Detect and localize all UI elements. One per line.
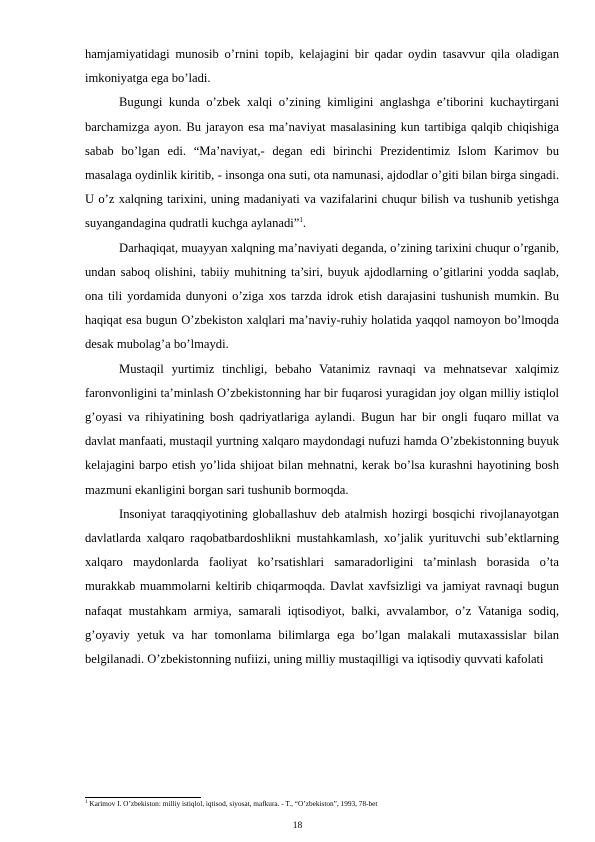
footnote-separator [85,797,201,798]
paragraph-karimov-quote: Bugungi kunda o’zbek xalqi o’zining kimligini anglashga e’tiborini kuchaytirgani barchamizga ayon. Bu jarayon esa ma’naviyat masalasining kun tartibiga qalqib chiqishiga sabab bo’lgan edi. “Ma’naviyat,- degan edi birinchi Prezidentimiz Islom Karimov bu masalaga oydinlik kiritib, - insonga ona suti, ota namunasi, ajdodlar o’giti bilan birga singadi. U o’z xalqning tarixini, uning madaniyati va vazifalarini chuqur bilish va tushunib yetishga suyangandagina qudratli kuchga aylanadi”$^1$. [85,95,559,231]
document-body [85,42,559,671]
page-number: 18 [292,821,303,831]
footnote-mark: 1 [85,800,88,805]
paragraph-continuation: hamjamiyatidagi munosib o’rnini topib, kelajagini bir qadar oydin tasavvur qila oladigan imkoniyatga ega bo’ladi. [85,47,559,86]
footnote-reference[interactable]: 1 [299,216,303,225]
footnote-text: Karimov I. O’zbekiston: milliy istiqlol, iqtisod, siyosat, mafkura. - T., “O’zbekiston”, 1993, 78-bet [89,799,378,808]
paragraph-darhaqiqat: Darhaqiqat, muayyan xalqning ma’naviyati deganda, o’zining tarixini chuqur o’rganib, undan saboq olishini, tabiiy muhitning ta’siri, buyuk ajdodlarning o’gitlarini yodda saqlab, ona tili yordamida dunyoni o’ziga xos tarzda idrok etish darajasini tushunish mumkin. Bu haqiqat esa bugun O’zbekiston xalqlari ma’naviy-ruhiy holatida yaqqol namoyon bo’lmoqda desak mubolag’a bo’lmaydi. [85,240,559,352]
paragraph-mustaqil: Mustaqil yurtimiz tinchligi, bebaho Vatanimiz ravnaqi va mehnatsevar xalqimiz faronvonligini ta’minlash O’zbekistonning har bir fuqarosi yuragidan joy olgan milliy istiqlol g’oyasi va rihiyatining bosh qadriyatlariga aylandi. Bugun har bir ongli fuqaro millat va davlat manfaati, mustaqil yurtning xalqaro maydondagi nufuzi hamda O’zbekistonning buyuk kelajagini barpo etish yo’lida shijoat bilan mehnatni, kerak bo’lsa kurashni hayotining bosh mazmuni ekanligini borgan sari tushunib bormoqda. [85,361,559,497]
footnote [85,799,559,809]
paragraph-insoniyat: Insoniyat taraqqiyotining globallashuv deb atalmish hozirgi bosqichi rivojlanayotgan davlatlarda xalqaro raqobatbardoshlikni mustahkamlash, xo’jalik yurituvchi sub’ektlarning xalqaro maydonlarda faoliyat ko’rsatishlari samaradorligini ta’minlash borasida o’ta murakkab muammolarni keltirib chiqarmoqda. Davlat xavfsizligi va jamiyat ravnaqi bugun nafaqat mustahkam armiya, samarali iqtisodiyot, balki, avvalambor, o’z Vataniga sodiq, g’oyaviy yetuk va har tomonlama bilimlarga ega bo’lgan malakali mutaxassislar bilan belgilanadi. O’zbekistonning nufiizi, uning milliy mustaqilligi va iqtisodiy quvvati kafolati [85,506,559,667]
